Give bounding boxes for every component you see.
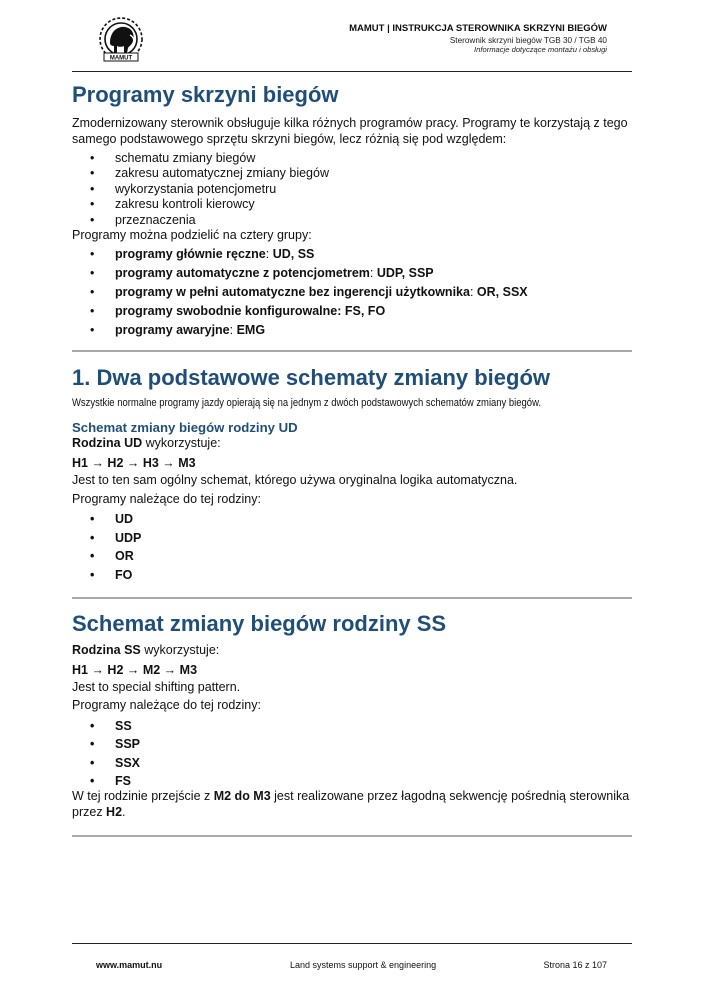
ud-members-list [72, 510, 632, 584]
list-item: • przeznaczenia [72, 213, 632, 229]
header-subtitle: Sterownik skrzyni biegów TGB 30 / TGB 40 [449, 35, 607, 45]
ud-family-line: Rodzina UD wykorzystuje: [72, 435, 221, 450]
document-body [72, 82, 632, 340]
ud-description: Jest to ten sam ogólny schemat, którego używa oryginalna logika automatyczna. [72, 473, 518, 488]
list-item: • FO [72, 566, 632, 585]
mamut-logo [94, 15, 148, 65]
list-item: • SSP [72, 735, 632, 754]
header-title: MAMUT | INSTRUKCJA STEROWNIKA SKRZYNI BIEGÓW [349, 23, 607, 34]
ud-sequence: H1 → H2 → H3 → M3 [72, 455, 196, 470]
ss-description: Jest to special shifting pattern. [72, 679, 241, 694]
ss-transition-note: W tej rodzinie przejście z M2 do M3 jest realizowane przez łagodną sekwencję pośrednią sterownika przez H2. [72, 788, 630, 819]
list-item: • UD [72, 510, 632, 529]
list-item: • zakresu automatycznej zmiany biegów [72, 166, 632, 182]
ss-family-line: Rodzina SS wykorzystuje: [72, 643, 220, 658]
footer-center: Land systems support & engineering [290, 960, 437, 970]
list-item: • UDP [72, 529, 632, 548]
page-header [349, 24, 607, 55]
header-note: Informacje dotyczące montażu i obsługi [474, 45, 607, 55]
program-groups-list [72, 245, 632, 340]
list-item: • programy głównie ręczne: UD, SS [72, 245, 632, 264]
ss-section [72, 611, 632, 820]
schemes-title: 1. Dwa podstawowe schematy zmiany biegów [72, 365, 551, 390]
list-item: • wykorzystania potencjometru [72, 182, 632, 198]
ss-members-label: Programy należące do tej rodziny: [72, 698, 261, 713]
schemes-section [72, 365, 632, 584]
list-item: • programy automatyczne z potencjometrem: UDP, SSP [72, 264, 632, 283]
section-divider [72, 597, 632, 599]
schemes-intro: Wszystkie normalne programy jazdy opierają się na jednym z dwóch podstawowych schematów zmiany biegów. [72, 397, 542, 410]
list-item: • programy swobodnie konfigurowalne: FS, FO [72, 302, 632, 321]
ss-members-list [72, 717, 632, 791]
footer-rule [72, 943, 632, 944]
programs-intro: Zmodernizowany sterownik obsługuje kilka różnych programów pracy. Programy te korzystają z tego samego podstawowego sprzętu skrzyni biegów, lecz różnią się pod względem: [72, 116, 628, 147]
ud-heading: Schemat zmiany biegów rodziny UD [72, 420, 298, 436]
footer-page-number: Strona 16 z 107 [543, 960, 607, 970]
section-divider [72, 350, 632, 352]
list-item: • FS [72, 772, 632, 791]
list-item: • programy w pełni automatyczne bez ingerencji użytkownika: OR, SSX [72, 283, 632, 302]
programs-title: Programy skrzyni biegów [72, 82, 339, 107]
ss-sequence: H1 → H2 → M2 → M3 [72, 663, 198, 678]
list-item: • SS [72, 717, 632, 736]
list-item: • zakresu kontroli kierowcy [72, 197, 632, 213]
svg-text:MAMUT: MAMUT [109, 55, 133, 62]
programs-diff-list [72, 151, 632, 229]
section-divider [72, 835, 632, 837]
header-rule [72, 71, 632, 72]
list-item: • programy awaryjne: EMG [72, 321, 632, 340]
footer-url: www.mamut.nu [96, 960, 163, 970]
ss-heading: Schemat zmiany biegów rodziny SS [72, 611, 447, 636]
list-item: • OR [72, 547, 632, 566]
list-item: • SSX [72, 754, 632, 773]
ud-members-label: Programy należące do tej rodziny: [72, 491, 261, 506]
groups-intro: Programy można podzielić na cztery grupy: [72, 228, 312, 243]
list-item: • schematu zmiany biegów [72, 151, 632, 167]
